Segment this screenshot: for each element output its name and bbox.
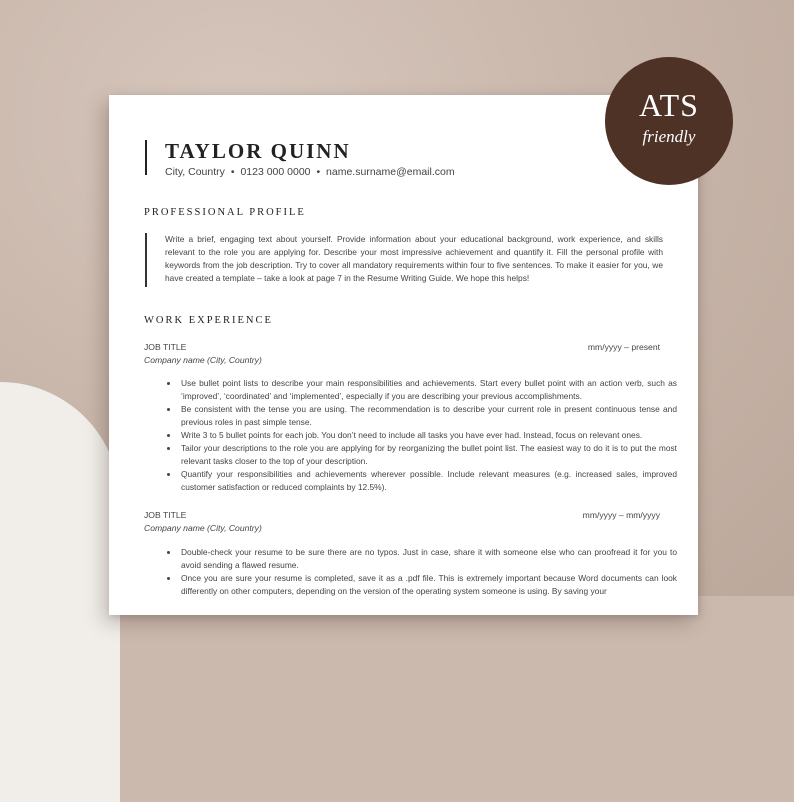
job-bullet-list (165, 546, 677, 598)
profile-text: Write a brief, engaging text about yourself. Provide information about your educational background, work experience, and skills relevant to the role you are applying for. Describe your most impressive achievement and quantify it. Fill the personal profile with keywords from the job description. Try to cover all mandatory requirements within four to five sentences. To make it easier for you, we have created a template – take a look at page 7 in the Resume Writing Guide. We hope this helps! (165, 234, 663, 283)
job-title: JOB TITLE (144, 510, 187, 520)
decorative-arch (0, 382, 120, 802)
profile-heading: PROFESSIONAL PROFILE (144, 207, 306, 218)
candidate-name: TAYLOR QUINN (165, 139, 351, 163)
job-company: Company name (City, Country) (144, 355, 262, 365)
job-bullet-list (165, 377, 677, 494)
badge-title: ATS (639, 87, 699, 123)
list-item: • Tailor your descriptions to the role you are applying for by reorganizing the bullet point list. The easiest way to do it is to put the most relevant tasks closer to the top of your description. (179, 442, 677, 468)
contact-separator: • (316, 166, 321, 178)
profile-accent-bar (145, 233, 147, 287)
job-date: mm/yyyy – present (587, 342, 660, 352)
contact-separator: • (230, 166, 235, 178)
contact-location: City, Country (165, 166, 225, 178)
list-item: • Quantify your responsibilities and achievements wherever possible. Include relevant measures (e.g. increased sales, improved customer satisfaction or reduced complaints by 12.5%). (179, 468, 677, 494)
experience-heading: WORK EXPERIENCE (144, 315, 273, 326)
list-item: • Use bullet point lists to describe your main responsibilities and achievements. Start every bullet point with an action verb, such as ‘improved’, ‘coordinated’ and ‘implemented’, especially if you are describing your previous accomplishments. (179, 377, 677, 403)
contact-phone: 0123 000 0000 (240, 166, 311, 178)
contact-line (165, 166, 455, 178)
job-title: JOB TITLE (144, 342, 187, 352)
list-item: • Write 3 to 5 bullet points for each job. You don’t need to include all tasks you have ever had. Instead, focus on relevant ones. (179, 429, 677, 442)
header-accent-bar (145, 140, 147, 175)
badge-subtitle: friendly (642, 127, 696, 146)
contact-email: name.surname@email.com (326, 166, 455, 178)
list-item: • Double-check your resume to be sure there are no typos. Just in case, share it with someone else who can proofread it for you to avoid sending a flawed resume. (179, 546, 677, 572)
list-item: • Once you are sure your resume is completed, save it as a .pdf file. This is extremely important because Word documents can look differently on other computers, depending on the version of the operating system someone is using. By saving your (179, 572, 677, 598)
list-item: • Be consistent with the tense you are using. The recommendation is to describe your current role in present continuous tense and previous roles in past simple tense. (179, 403, 677, 429)
job-company: Company name (City, Country) (144, 523, 262, 533)
ats-friendly-badge (605, 57, 733, 185)
resume-page (109, 95, 698, 615)
job-date: mm/yyyy – mm/yyyy (582, 510, 660, 520)
